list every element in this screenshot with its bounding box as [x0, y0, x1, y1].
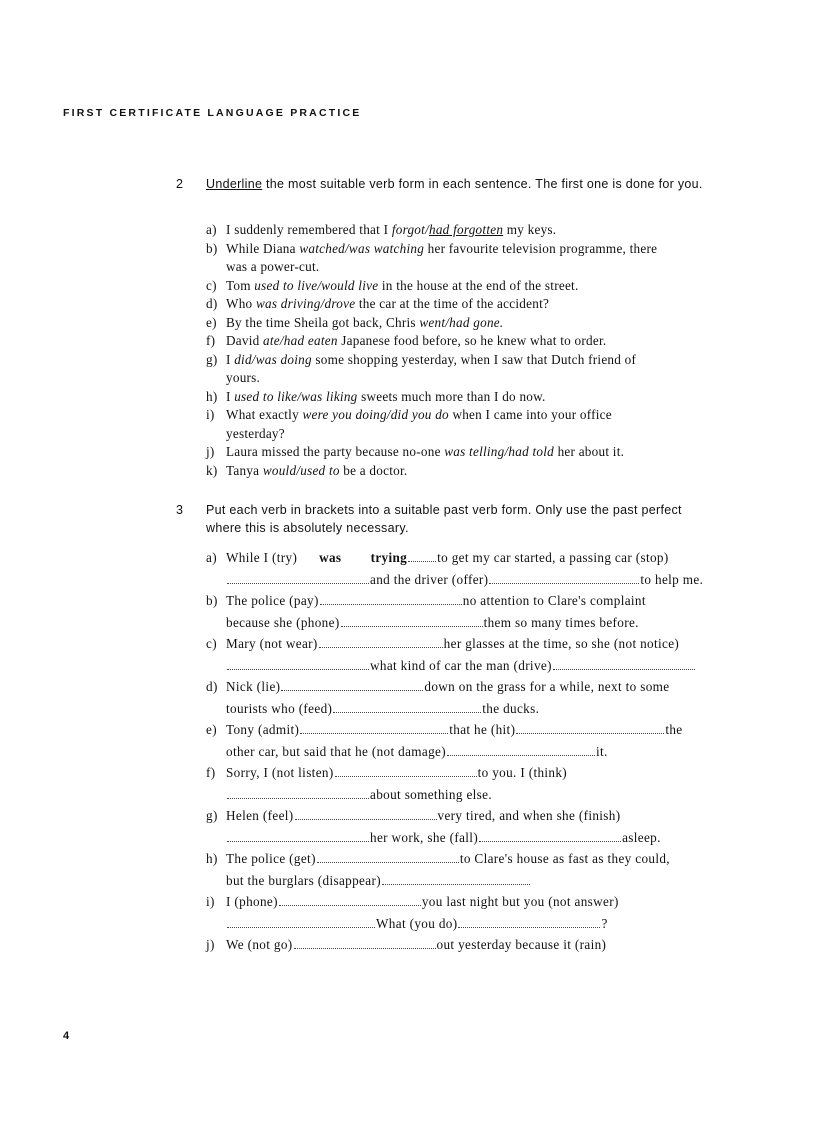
item-text: her work, she (fall): [370, 829, 479, 845]
answer-blank[interactable]: [227, 916, 375, 928]
item-label: c): [206, 636, 217, 651]
running-head: FIRST CERTIFICATE LANGUAGE PRACTICE: [63, 107, 362, 119]
item-text: about something else.: [370, 786, 492, 802]
exercise-3-number: 3: [176, 503, 183, 517]
item-text: to Clare's house as fast as they could,: [459, 851, 670, 866]
item-text: it.: [596, 743, 608, 759]
item-text: and the driver (offer): [370, 571, 489, 587]
exercise-3-items: [206, 547, 718, 956]
answer-blank[interactable]: [317, 851, 459, 863]
exercise-2-items: [206, 221, 718, 480]
item-option: were you doing/did you do: [302, 407, 449, 422]
list-item: [206, 805, 718, 848]
item-option: used to live/would live: [254, 277, 379, 293]
list-item: [206, 547, 718, 590]
item-label: a): [206, 222, 217, 237]
list-item: [206, 848, 718, 891]
item-text: I: [226, 351, 235, 367]
item-option: watched/was watching: [299, 240, 425, 256]
answer-blank[interactable]: [479, 830, 621, 842]
item-option: ate/had eaten: [263, 333, 338, 348]
exercise-3-instruction: Put each verb in brackets into a suitable past verb form. Only use the past perfect where this is absolutely necessary.: [206, 503, 682, 535]
list-item: [206, 406, 718, 443]
exercise-2-number: 2: [176, 177, 183, 191]
item-option: went/had gone.: [419, 314, 504, 330]
item-label: h): [206, 388, 218, 404]
item-label: i): [206, 407, 215, 422]
answer-blank[interactable]: [227, 572, 369, 584]
page-number: 4: [63, 1030, 70, 1042]
item-text: Tom: [226, 277, 255, 293]
answer-blank[interactable]: [447, 744, 595, 756]
item-text: While I (try): [226, 550, 298, 565]
list-item: [206, 462, 718, 481]
item-text: Japanese food before, so he knew what to order.: [337, 333, 607, 348]
list-item: [206, 891, 718, 934]
item-text: Tanya: [226, 462, 263, 478]
answer-blank[interactable]: [319, 636, 443, 648]
list-item: [206, 277, 718, 296]
item-text: her glasses at the time, so she (not notice): [443, 636, 680, 651]
list-item: [206, 676, 718, 719]
item-label: c): [206, 277, 217, 293]
item-text: in the house at the end of the street.: [378, 277, 579, 293]
item-text: very tired, and when she (finish): [437, 808, 621, 823]
list-item: [206, 295, 718, 314]
item-text: ?: [601, 915, 608, 931]
example-answer: was: [319, 550, 342, 565]
item-text: that he (hit): [449, 722, 516, 737]
item-text: I (phone): [226, 894, 278, 909]
answer-blank[interactable]: [300, 722, 448, 734]
item-text: be a doctor.: [339, 462, 408, 478]
item-text: sweets much more than I do now.: [357, 388, 546, 404]
answer-blank[interactable]: [295, 808, 437, 820]
list-item: [206, 934, 718, 956]
item-text: when I came into your office: [448, 407, 612, 422]
item-label: b): [206, 240, 218, 256]
item-text: Who: [226, 296, 256, 311]
answer-blank[interactable]: [227, 658, 369, 670]
item-text: What (you do): [376, 915, 458, 931]
item-label: g): [206, 351, 218, 367]
list-item: [206, 221, 718, 240]
answer-blank[interactable]: [341, 615, 483, 627]
list-item: [206, 762, 718, 805]
answer-blank[interactable]: [227, 830, 369, 842]
list-item: [206, 351, 718, 388]
list-item: [206, 388, 718, 407]
item-text: I: [226, 388, 235, 404]
item-label: f): [206, 765, 216, 780]
instruction-text: the most suitable verb form in each sentence. The first one is done for you.: [262, 177, 703, 191]
answer-blank[interactable]: [382, 873, 530, 885]
item-text: yours.: [226, 370, 261, 385]
item-text: out yesterday because it (rain): [436, 937, 607, 952]
item-text: Helen (feel): [226, 808, 294, 823]
item-text: the car at the time of the accident?: [355, 296, 550, 311]
item-text: was a power-cut.: [226, 259, 320, 274]
answer-blank[interactable]: [227, 787, 369, 799]
item-text: By the time Sheila got back, Chris: [226, 314, 420, 330]
exercise-2-instruction: [206, 175, 718, 193]
answer-blank[interactable]: [516, 722, 664, 734]
item-option: was driving/drove: [255, 296, 356, 311]
item-text: Laura missed the party because no-one: [226, 444, 445, 459]
item-label: j): [206, 444, 215, 459]
answer-blank[interactable]: [294, 937, 436, 949]
item-text: other car, but said that he (not damage): [226, 743, 446, 759]
item-text: her favourite television programme, there: [424, 240, 658, 256]
item-option: would/used to: [262, 462, 340, 478]
item-text: them so many times before.: [483, 614, 639, 630]
item-text: the ducks.: [482, 700, 540, 716]
instruction-underline-word: Underline: [206, 177, 263, 191]
item-text: Nick (lie): [226, 679, 281, 694]
item-text: to get my car started, a passing car (stop): [437, 550, 669, 565]
item-option: forgot/: [391, 222, 429, 237]
item-text: What exactly: [226, 407, 303, 422]
item-text: you last night but you (not answer): [421, 894, 619, 909]
answer-blank[interactable]: [279, 894, 421, 906]
item-option: was telling/had told: [444, 444, 555, 459]
answer-blank[interactable]: [333, 701, 481, 713]
answer-blank[interactable]: [335, 765, 477, 777]
item-text: The police (pay): [226, 593, 319, 608]
list-item: [206, 590, 718, 633]
list-item: [206, 633, 718, 676]
item-text: no attention to Clare's complaint: [462, 593, 646, 608]
item-text: because she (phone): [226, 614, 340, 630]
item-option: used to like/was liking: [234, 388, 358, 404]
answer-blank[interactable]: [458, 916, 600, 928]
item-text: While Diana: [226, 240, 300, 256]
item-option-underlined: had forgotten: [428, 222, 504, 237]
list-item: [206, 240, 718, 277]
item-label: g): [206, 808, 218, 823]
item-text: David: [226, 333, 264, 348]
item-label: a): [206, 550, 217, 565]
item-label: e): [206, 722, 217, 737]
item-label: h): [206, 851, 218, 866]
list-item: [206, 443, 718, 462]
item-text: The police (get): [226, 851, 316, 866]
item-text: my keys.: [503, 222, 557, 237]
item-text: what kind of car the man (drive): [370, 657, 552, 673]
item-label: k): [206, 462, 218, 478]
item-text: tourists who (feed): [226, 700, 333, 716]
item-label: d): [206, 679, 218, 694]
item-text: down on the grass for a while, next to some: [424, 679, 670, 694]
item-label: f): [206, 333, 216, 348]
item-label: b): [206, 593, 218, 608]
item-label: j): [206, 937, 215, 952]
item-text: to help me.: [640, 571, 704, 587]
item-text: her about it.: [554, 444, 625, 459]
item-text: to you. I (think): [477, 765, 568, 780]
answer-blank[interactable]: [489, 572, 639, 584]
list-item: [206, 314, 718, 333]
item-label: e): [206, 314, 217, 330]
item-option: did/was doing: [234, 351, 312, 367]
item-text: I suddenly remembered that I: [226, 222, 392, 237]
answer-blank[interactable]: [281, 679, 423, 691]
item-text: yesterday?: [226, 425, 285, 441]
item-text: but the burglars (disappear): [226, 872, 381, 888]
example-answer: trying: [370, 550, 408, 565]
answer-blank[interactable]: [553, 658, 695, 670]
item-text: Mary (not wear): [226, 636, 318, 651]
answer-blank[interactable]: [408, 550, 436, 562]
item-text: Tony (admit): [226, 722, 300, 737]
item-label: d): [206, 296, 218, 311]
item-text: some shopping yesterday, when I saw that Dutch friend of: [311, 351, 637, 367]
item-text: the: [665, 722, 683, 737]
list-item: [206, 332, 718, 351]
item-text: We (not go): [226, 937, 293, 952]
item-label: i): [206, 894, 215, 909]
answer-blank[interactable]: [320, 593, 462, 605]
list-item: [206, 719, 718, 762]
item-text: asleep.: [622, 829, 661, 845]
item-text: Sorry, I (not listen): [226, 765, 334, 780]
